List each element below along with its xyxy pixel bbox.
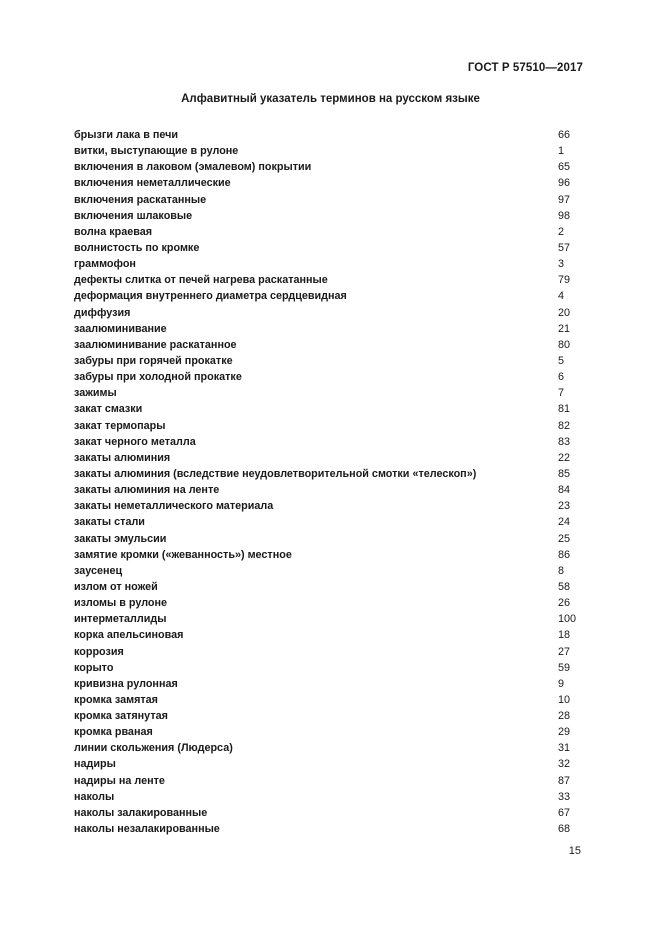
index-entry	[74, 595, 584, 611]
index-entry-term: закат черного металла	[74, 435, 196, 448]
index-entry-number: 25	[558, 532, 571, 545]
index-entry	[74, 369, 584, 385]
index-entry-term: закаты стали	[74, 516, 145, 529]
index-entry-number: 85	[558, 467, 571, 480]
index-entry-number: 7	[558, 387, 565, 400]
index-entry-number: 67	[558, 806, 571, 819]
index-entry	[74, 288, 584, 304]
document-code: ГОСТ Р 57510—2017	[467, 62, 583, 74]
index-entry-number: 83	[558, 435, 571, 448]
index-entry-number: 4	[558, 290, 565, 303]
index-entry-term: наколы залакированные	[74, 806, 208, 819]
index-entry	[74, 256, 584, 272]
index-entry-number: 22	[558, 451, 571, 464]
index-entry	[74, 627, 584, 643]
index-entry-number: 97	[558, 193, 571, 206]
index-entry-number: 82	[558, 419, 571, 432]
index-entry-term: закаты неметаллического материала	[74, 500, 274, 513]
index-entry-term: замятие кромки («жеванность») местное	[74, 548, 292, 561]
index-entry-number: 59	[558, 661, 571, 674]
index-entry-term: кромка замятая	[74, 693, 158, 706]
index-entry	[74, 272, 584, 288]
index-entry-term: витки, выступающие в рулоне	[74, 145, 239, 158]
index-entry	[74, 789, 584, 805]
index-entry	[74, 611, 584, 627]
index-entry-term: забуры при горячей прокатке	[74, 354, 233, 367]
index-entry-number: 26	[558, 597, 571, 610]
index-entry	[74, 224, 584, 240]
index-entry	[74, 321, 584, 337]
index-entry	[74, 579, 584, 595]
index-entry-term: кривизна рулонная	[74, 677, 178, 690]
index-entry	[74, 159, 584, 175]
index-entry-number: 87	[558, 774, 571, 787]
index-entry-number: 100	[558, 613, 577, 626]
index-entry	[74, 450, 584, 466]
index-entry	[74, 127, 584, 143]
index-entry-number: 96	[558, 177, 571, 190]
index-entry-term: закаты эмульсии	[74, 532, 167, 545]
index-entry-term: зажимы	[74, 387, 117, 400]
index-entry	[74, 724, 584, 740]
index-entry-term: волнистость по кромке	[74, 241, 200, 254]
index-entry-number: 80	[558, 338, 571, 351]
index-entry-term: включения шлаковые	[74, 209, 193, 222]
index-entry	[74, 708, 584, 724]
index-entry	[74, 644, 584, 660]
index-entry	[74, 563, 584, 579]
index-entry	[74, 660, 584, 676]
index-entry-number: 58	[558, 580, 571, 593]
index-entry	[74, 337, 584, 353]
index-entry-number: 29	[558, 726, 571, 739]
index-entry-number: 21	[558, 322, 571, 335]
index-entry-number: 20	[558, 306, 571, 319]
index-entry-number: 5	[558, 354, 565, 367]
index-entry-number: 31	[558, 742, 571, 755]
index-entry-number: 33	[558, 790, 571, 803]
index-entry	[74, 175, 584, 191]
index-entry-term: дефекты слитка от печей нагрева раскатанные	[74, 274, 328, 287]
index-entry-term: закат термопары	[74, 419, 166, 432]
index-entry	[74, 192, 584, 208]
index-entry-number: 6	[558, 371, 565, 384]
index-entry-term: включения в лаковом (эмалевом) покрытии	[74, 161, 312, 174]
page-number: 15	[568, 845, 581, 857]
index-entry	[74, 466, 584, 482]
index-entry-number: 2	[558, 225, 565, 238]
index-entry-term: забуры при холодной прокатке	[74, 371, 242, 384]
index-entry-term: деформация внутреннего диаметра сердцевидная	[74, 290, 347, 303]
index-entry-term: надиры на ленте	[74, 774, 165, 787]
index-entry-number: 68	[558, 823, 571, 836]
index-entry-number: 18	[558, 629, 571, 642]
index-entry-number: 66	[558, 129, 571, 141]
index-entry-number: 10	[558, 693, 571, 706]
index-entry	[74, 821, 584, 837]
index-entry-term: брызги лака в печи	[74, 129, 179, 141]
index-entry-number: 32	[558, 758, 571, 771]
index-entry	[74, 676, 584, 692]
index-entry	[74, 531, 584, 547]
index-entry	[74, 498, 584, 514]
index-entry	[74, 547, 584, 563]
term-index-list	[74, 127, 584, 837]
index-entry	[74, 401, 584, 417]
index-entry-term: корыто	[74, 661, 114, 674]
index-entry-term: коррозия	[74, 645, 124, 658]
index-entry-term: волна краевая	[74, 225, 153, 238]
index-entry-term: заалюминивание	[74, 322, 167, 335]
index-entry-number: 28	[558, 710, 571, 723]
index-entry	[74, 740, 584, 756]
index-entry-term: корка апельсиновая	[74, 629, 184, 642]
index-entry	[74, 143, 584, 159]
index-title: Алфавитный указатель терминов на русском языке	[181, 93, 480, 105]
index-entry-term: изломы в рулоне	[74, 597, 168, 610]
index-entry	[74, 434, 584, 450]
index-entry-term: включения раскатанные	[74, 193, 207, 206]
index-entry-number: 86	[558, 548, 571, 561]
index-entry	[74, 208, 584, 224]
index-entry-term: закаты алюминия на ленте	[74, 484, 220, 497]
index-entry-number: 79	[558, 274, 571, 287]
index-entry-term: закат смазки	[74, 403, 143, 416]
index-entry-term: закаты алюминия (вследствие неудовлетворительной смотки «телескоп»)	[74, 467, 477, 480]
index-entry-term: кромка затянутая	[74, 710, 168, 723]
index-entry-number: 84	[558, 484, 571, 497]
index-entry	[74, 385, 584, 401]
index-entry-term: интерметаллиды	[74, 613, 167, 626]
index-entry-term: наколы незалакированные	[74, 823, 220, 836]
index-entry-term: кромка рваная	[74, 726, 153, 739]
index-entry-number: 3	[558, 258, 565, 271]
index-entry-number: 81	[558, 403, 571, 416]
index-entry	[74, 418, 584, 434]
index-entry-term: линии скольжения (Людерса)	[74, 742, 233, 755]
index-entry	[74, 756, 584, 772]
index-entry-term: закаты алюминия	[74, 451, 171, 464]
index-entry-term: заалюминивание раскатанное	[74, 338, 237, 351]
index-entry-term: диффузия	[74, 306, 131, 319]
index-entry	[74, 692, 584, 708]
index-entry-term: излом от ножей	[74, 580, 158, 593]
index-entry-term: надиры	[74, 758, 116, 771]
index-entry	[74, 305, 584, 321]
index-entry-number: 1	[558, 145, 565, 158]
index-entry-term: заусенец	[74, 564, 123, 577]
index-entry	[74, 240, 584, 256]
index-entry-number: 8	[558, 564, 565, 577]
index-entry-term: наколы	[74, 790, 115, 803]
index-entry-number: 57	[558, 241, 571, 254]
index-entry	[74, 514, 584, 530]
index-entry-number: 27	[558, 645, 571, 658]
index-entry-number: 24	[558, 516, 571, 529]
index-entry-number: 9	[558, 677, 565, 690]
index-entry-number: 65	[558, 161, 571, 174]
index-entry	[74, 482, 584, 498]
index-entry-number: 98	[558, 209, 571, 222]
index-entry	[74, 773, 584, 789]
index-entry-term: граммофон	[74, 258, 136, 271]
index-entry-term: включения неметаллические	[74, 177, 231, 190]
index-entry	[74, 805, 584, 821]
index-entry	[74, 353, 584, 369]
index-entry-number: 23	[558, 500, 571, 513]
